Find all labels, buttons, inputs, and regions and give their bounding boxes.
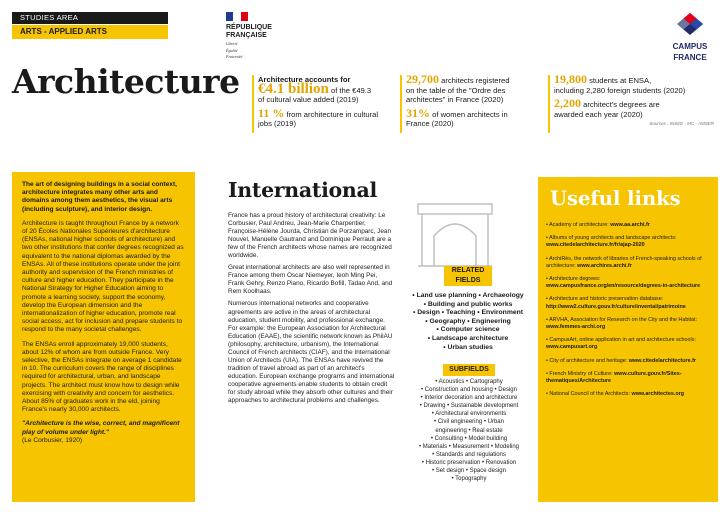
body-paragraph-enrollment: The ENSAs enroll approximately 19,000 students, about 12% of whom are from outside France. Very selective, the ENSAs integrate on average 1 candidate in 10. The curriculum covers the range of disciplines required for architectural, urban, and landscape projects. The architect must know how to design while exercising with creativity and concern for aesthetics. About 85% of graduates work in the eld, joining France's nearly 30,000 architects. (22, 340, 182, 414)
stat-value-architects: 29,700 (406, 72, 439, 86)
french-flag-icon (226, 12, 248, 21)
page-title: Architecture (12, 62, 240, 101)
international-paragraph-2: Great international architects are also well represented in France among them Oscar Niemeyer, Ieoh Ming Pei, Frank Gehry, Renzo Piano, Ricardo Bofill, Tadao And, and Rem Koolhaas. (228, 264, 393, 296)
list-item (546, 371, 710, 385)
link-label: • Architecture and historic preservation database: (546, 296, 664, 303)
stat-value-degrees: 2,200 (554, 96, 581, 110)
useful-links-panel (538, 177, 718, 502)
stat-text-jobs-line2: jobs (2019) (258, 119, 296, 128)
list-item: • Design • Teaching • Environment (412, 309, 524, 317)
list-item (546, 337, 710, 351)
related-word: RELATED (451, 267, 485, 274)
stat-text-line3: of cultural value added (2019) (258, 95, 359, 104)
list-item (546, 358, 710, 365)
list-item: • Computer science (436, 326, 500, 334)
link-label: • Academy of architecture: (546, 222, 609, 228)
stat-text-students-line2: including 2,280 foreign students (2020) (554, 85, 686, 95)
list-item: engineering • Real estate (435, 427, 503, 434)
international-heading: International (228, 178, 377, 202)
link-label: • French Ministry of Culture: (546, 370, 613, 377)
list-item: • Land use planning • Archaeology (412, 292, 524, 299)
studies-area-tag: STUDIES AREA (12, 12, 168, 24)
link-url-patrimoine[interactable]: http://www2.culture.gouv.fr/culture/inventai/patrimoine (546, 303, 686, 310)
link-label: • Architecture degrees: (546, 276, 601, 283)
le-corbusier-quote: "Architecture is the wise, correct, and magnificent play of volume under light." (22, 420, 180, 436)
republique-francaise-logo (226, 12, 286, 60)
list-item (546, 296, 710, 310)
list-item: • Construction and housing • Design (421, 387, 517, 394)
stat-line-women (400, 105, 540, 120)
stat-accent-bar (400, 75, 402, 133)
link-label: • City of architecture and heritage: (546, 357, 628, 364)
stat-text-architects-line3: architectes" in France (2020) (406, 95, 504, 104)
link-label: • ArchiRès, the network of libraries of French-speaking schools of architecture: (546, 255, 702, 269)
stat-block-value-added (252, 75, 392, 129)
list-item: • Geography • Engineering (425, 317, 511, 325)
stat-value-students: 19,800 (554, 72, 587, 86)
link-url-architectes[interactable]: www.architectes.org (631, 391, 685, 398)
list-item (546, 235, 710, 249)
list-item (546, 222, 710, 229)
stat-value-women: 31% (406, 105, 430, 120)
link-label: • CampusArt, online application in art and architecture schools: (546, 337, 696, 344)
link-url-femmes-archi[interactable]: www.femmes-archi.org (546, 324, 606, 331)
stat-line-degrees (548, 96, 718, 110)
link-label: • Albums of young architects and landscape architects: (546, 235, 677, 242)
arch-icon (412, 200, 498, 272)
quote-author: (Le Corbusier, 1920) (22, 436, 83, 444)
stat-accent-bar (252, 75, 254, 133)
stat-text: architects registered (441, 76, 510, 85)
link-label: • ARVHA, Association for Research on the City and the Habitat: (546, 316, 698, 323)
flag-stripe-red (241, 12, 248, 21)
link-url-campusart[interactable]: www.campusart.org (546, 344, 598, 351)
stat-accent-bar (548, 75, 550, 133)
stat-text: of the €49.3 (330, 85, 372, 95)
subfields-list (404, 378, 534, 483)
list-item: • Historic preservation • Renovation (421, 459, 517, 466)
stat-text-architects-line2: on the table of the "Ordre des (406, 85, 506, 95)
list-item: • Acoustics • Cartography (435, 379, 503, 385)
fields-word: FIELDS (455, 277, 481, 284)
stat-value-percent-jobs: 11 % (258, 105, 285, 120)
link-url-citedelarchitecture[interactable]: www.citedelarchitecture.fr (628, 357, 697, 364)
list-item: • Materials • Measurement • Modeling (418, 443, 519, 450)
stat-text: from architecture in cultural (286, 109, 379, 119)
list-item: • Architectural environments (431, 411, 507, 418)
arts-applied-arts-tag: ARTS - APPLIED ARTS (12, 25, 168, 39)
subfields-label: SUBFIELDS (443, 364, 495, 376)
francaise-line: FRANÇAISE (226, 32, 267, 39)
flag-stripe-white (233, 12, 240, 21)
link-url-archires[interactable]: www.archires.archi.fr (577, 262, 632, 269)
intro-panel (12, 172, 195, 502)
republique-line: RÉPUBLIQUE (226, 24, 272, 31)
list-item: • Consulting • Model building (430, 435, 508, 442)
stat-text-women-line2: France (2020) (406, 119, 454, 128)
international-paragraph-1: France has a proud history of architectural creativity: Le Corbusier, Paul Andreu, Jean-Marie Charpentier, Françoise-Hélène Jourda, Christian de Porzamparc, Jean Nouvel, Manuelle Gautrand and Dominique Perrault are a few of the French architects whose names are recognized worldwide. (228, 212, 392, 260)
stat-pre-text: Architecture accounts for (258, 75, 351, 84)
campus-france-mark-icon (676, 12, 704, 36)
list-item (546, 391, 710, 398)
link-label: • National Council of the Architects: (546, 391, 630, 398)
list-item: • Topography (451, 476, 487, 483)
list-item: • Urban studies (443, 343, 493, 351)
stat-line-jobs (252, 105, 392, 120)
stat-text: architect's degrees are (583, 100, 660, 109)
list-item: • Building and public works (423, 300, 513, 308)
link-url-campusfrance-degrees[interactable]: www.campusfrance.org/en/resource/degrees-in-architecture (546, 283, 701, 290)
list-item (546, 317, 710, 331)
stat-block-architects (400, 72, 540, 129)
motto-egalite: Égalité (226, 47, 238, 53)
campus-word: CAMPUS (672, 42, 708, 51)
stat-line-architects (400, 72, 540, 86)
related-fields-label (444, 266, 492, 286)
list-item: • Standards and regulations (432, 451, 506, 458)
campus-france-logo (664, 12, 716, 62)
sources-note: Sources : INSEE - MC - AMSER (649, 121, 714, 126)
list-item: • Landscape architecture (427, 334, 509, 342)
link-url-academy[interactable]: www.aa.archi.fr (610, 222, 650, 228)
list-item (546, 276, 710, 290)
stat-block-students (548, 72, 718, 126)
flag-stripe-blue (226, 12, 233, 21)
motto-liberte: Liberté (226, 41, 238, 46)
intro-paragraph: The art of designing buildings in a social context, architecture integrates many other arts and domains among them aesthetics, the visual arts (including sculpture), and interior design. (22, 181, 177, 213)
list-item: • Civil engineering • Urban (434, 419, 504, 426)
motto-fraternite: Fraternité (226, 54, 243, 59)
list-item: • Interior decoration and architecture (420, 395, 518, 402)
stat-value-billion: €4.1 billion (258, 80, 329, 97)
list-item: • Drawing • Sustainable development (419, 403, 519, 410)
international-paragraph-3: Numerous international networks and cooperative agreements are active in the areas of architectural education, student mobility, and professional exchange. For example: the European Association for Architectural Education (EAAE), the scientific network known as PhilAU (philosophy, architecture, urbanism), the International Council of French architects (CIAF), and the International Union of Architects (UIA). The ENSAs have revived the tradition of travel abroad as part of an architect's education. European exchange programs and international cooperative agreements enable students to obtain credit for study abroad while they absorb other cultures and their approaches to architectural problems and challenges. (228, 300, 395, 405)
international-body (228, 212, 395, 409)
stat-text: students at ENSA, (589, 76, 652, 85)
stat-line-students (548, 72, 718, 86)
link-url-culture-gouv[interactable]: www.culture.gouv.fr/Sites-thematiques/Architecture (546, 370, 682, 385)
useful-links-list (546, 222, 710, 398)
related-fields-list (404, 292, 532, 352)
list-item (546, 256, 710, 270)
body-paragraph-ensa-network: Architecture is taught throughout France by a network of 20 Écoles Nationales Supérieures d'architecture (ENSAs, national higher schools of architecture) and two other institutions that confer degrees recognized as equivalent to the national diplomas awarded by the ENSAs. All of these institutions operate under the joint authority and supervision of the French ministries of culture and higher education. They participate in the National Strategy for Higher Education aiming to promote a learning society, support the economy, develop the European dimension and the internationalization of higher education, promote real social access, act for inclusion and prepare students to respond to the many societal challenges. (22, 219, 184, 334)
stat-line (252, 80, 392, 97)
stat-text-degrees-line2: awarded each year (2020) (554, 109, 643, 119)
france-word: FRANCE (673, 52, 707, 62)
list-item: • Set design • Space design (432, 468, 506, 475)
useful-links-heading: Useful links (550, 187, 681, 210)
link-url-ajap[interactable]: www.citedelarchitecture.fr/fr/ajap-2020 (546, 242, 645, 249)
stat-text: of women architects in (432, 109, 508, 119)
